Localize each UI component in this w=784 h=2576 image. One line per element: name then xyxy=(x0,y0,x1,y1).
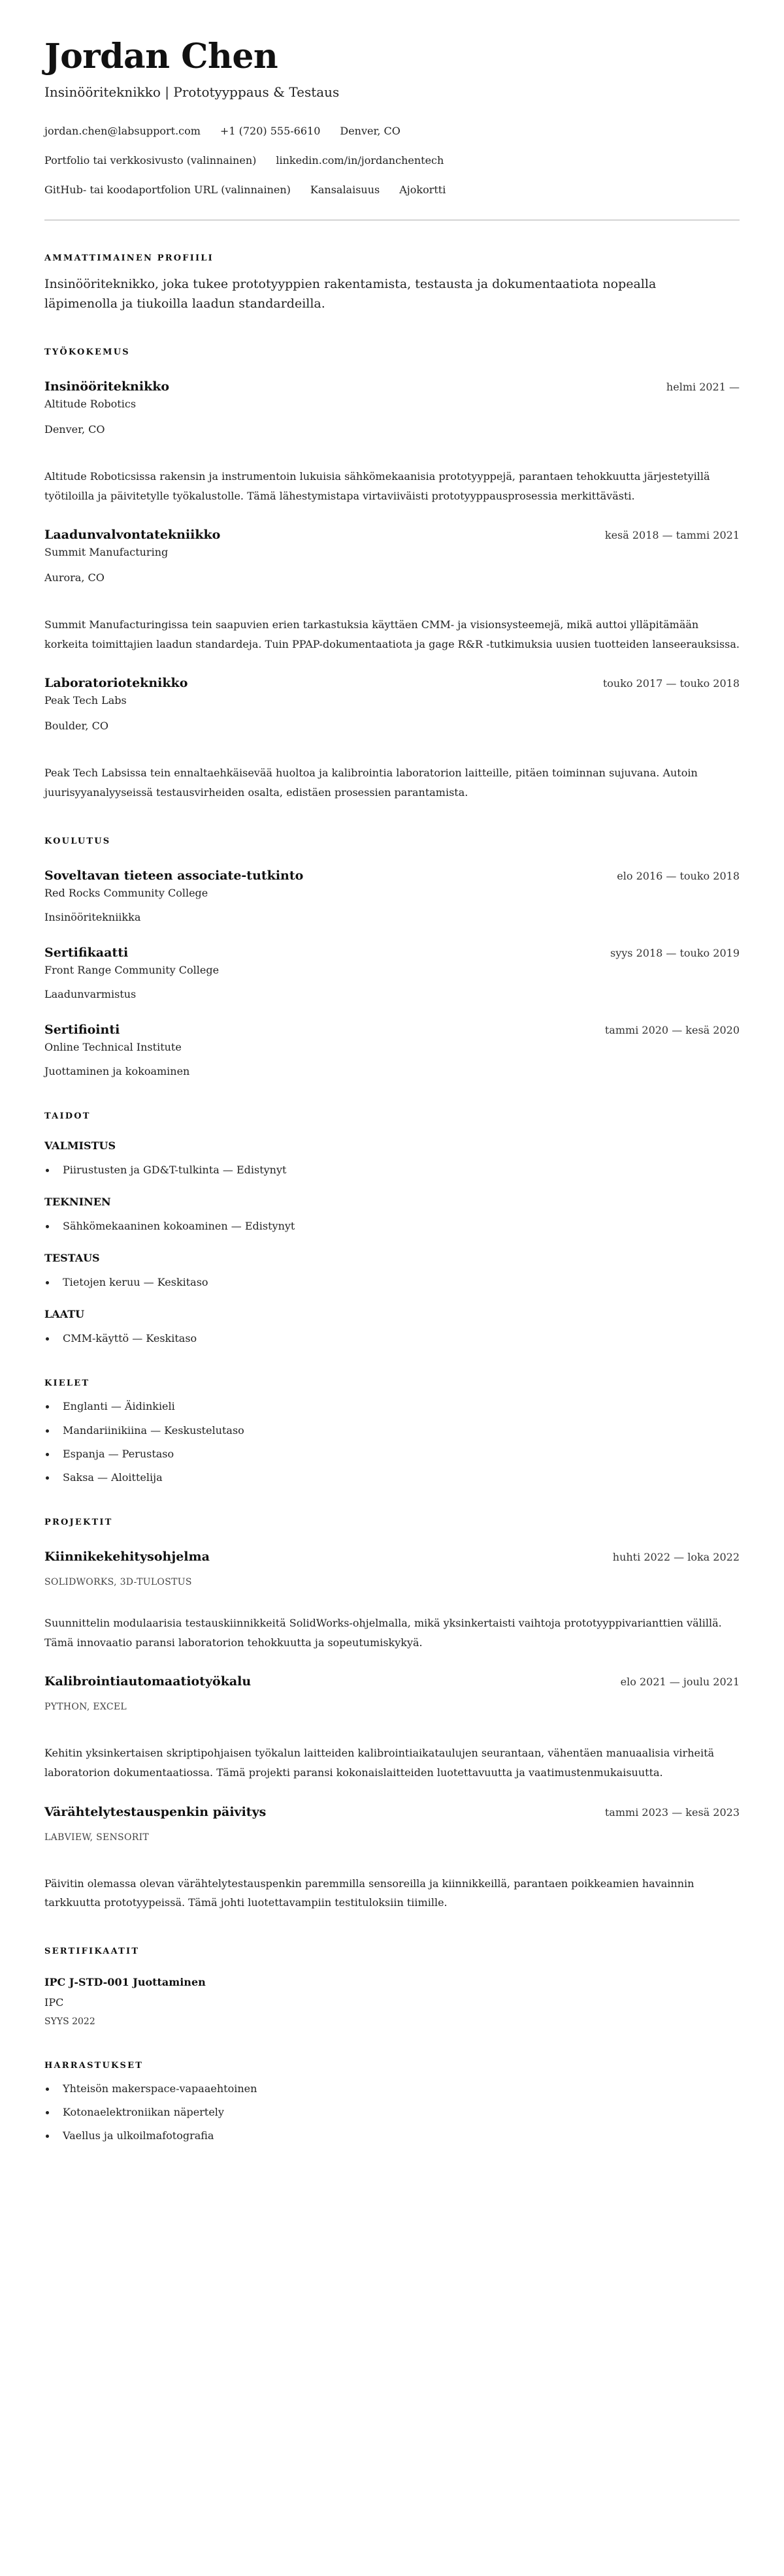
certification-entry xyxy=(44,1976,740,2027)
hobby-item: Kotonaelektroniikan näpertely xyxy=(44,2106,740,2118)
job-description: Altitude Roboticsissa rakensin ja instrumentoin lukuisia sähkömekaanisia prototyyppejä, parantaen tehokkuutta järjestetyillä työtiloilla ja päivitetylle työkalustolle. Tämä lähestymistapa virtaviiväisti prototyyppausprosessia merkittävästi. xyxy=(44,470,710,502)
language-list xyxy=(44,1400,740,1484)
skill-category-title: VALMISTUS xyxy=(44,1139,116,1152)
school-name: Online Technical Institute xyxy=(44,1040,182,1053)
skill-list xyxy=(44,1332,740,1344)
degree-title: Soveltavan tieteen associate-tutkinto xyxy=(44,868,304,883)
certifications-section xyxy=(44,1947,740,2027)
hobby-item: Vaellus ja ulkoilmafotografia xyxy=(44,2129,740,2142)
contact-linkedin[interactable]: linkedin.com/in/jordanchentech xyxy=(276,154,444,167)
skill-item: CMM-käyttö — Keskitaso xyxy=(44,1332,740,1344)
language-item: Englanti — Äidinkieli xyxy=(44,1400,740,1412)
school-name: Red Rocks Community College xyxy=(44,886,208,899)
project-tech-stack: LABVIEW, SENSORIT xyxy=(44,1832,150,1843)
job-location: Aurora, CO xyxy=(44,571,105,584)
language-item: Espanja — Perustaso xyxy=(44,1448,740,1460)
education-entry xyxy=(44,946,740,1000)
education-section xyxy=(44,836,740,1077)
skills-section xyxy=(44,1111,740,1345)
contact-email[interactable]: jordan.chen@labsupport.com xyxy=(44,125,201,138)
job-title: Laadunvalvontatekniikko xyxy=(44,528,221,543)
project-dates: tammi 2023 — kesä 2023 xyxy=(604,1805,740,1819)
job-description: Summit Manufacturingissa tein saapuvien erien tarkastuksia käyttäen CMM- ja visionsysteemejä, mikä auttoi ylläpitämään korkeita toimittajien laadun standardeja. Tuin PPAP-dokumentaatiota ja gage R&R -tutkimuksia uusien tuotteiden lanseerauksissa. xyxy=(44,618,740,650)
contact-row-primary xyxy=(44,125,740,137)
skill-list xyxy=(44,1164,740,1176)
project-entry xyxy=(44,1805,740,1913)
experience-entry xyxy=(44,528,740,654)
degree-title: Sertifikaatti xyxy=(44,945,129,960)
education-dates: tammi 2020 — kesä 2020 xyxy=(604,1023,740,1036)
skill-item: Sähkömekaaninen kokoaminen — Edistynyt xyxy=(44,1220,740,1232)
language-item: Saksa — Aloittelija xyxy=(44,1471,740,1484)
skill-list xyxy=(44,1220,740,1232)
project-dates: huhti 2022 — loka 2022 xyxy=(612,1551,740,1564)
hobbies-section xyxy=(44,2061,740,2142)
field-of-study: Insinööritekniikka xyxy=(44,910,141,923)
experience-entry xyxy=(44,676,740,802)
section-heading-profile: AMMATTIMAINEN PROFIILI xyxy=(44,253,214,264)
skill-category-title: TEKNINEN xyxy=(44,1195,111,1208)
project-tech-stack: SOLIDWORKS, 3D-TULOSTUS xyxy=(44,1577,192,1588)
education-dates: syys 2018 — touko 2019 xyxy=(610,946,740,959)
degree-title: Sertifiointi xyxy=(44,1022,120,1037)
hobby-list xyxy=(44,2082,740,2142)
section-heading-skills: TAIDOT xyxy=(44,1111,91,1121)
certification-issuer: IPC xyxy=(44,1996,64,2009)
education-entry xyxy=(44,1023,740,1077)
section-heading-languages: KIELET xyxy=(44,1378,90,1389)
language-item: Mandariinikiina — Keskustelutaso xyxy=(44,1424,740,1437)
profile-section xyxy=(44,253,740,313)
job-dates: touko 2017 — touko 2018 xyxy=(602,677,740,690)
project-title: Kalibrointiautomaatiotyökalu xyxy=(44,1674,252,1689)
header-divider xyxy=(44,219,740,221)
languages-section xyxy=(44,1378,740,1484)
skill-item: Tietojen keruu — Keskitaso xyxy=(44,1276,740,1288)
project-description: Suunnittelin modulaarisia testauskiinnikkeitä SolidWorks-ohjelmalla, mikä yksinkertaisti vaihtoja prototyyppivarianttien välillä. Tämä innovaatio paransi laboratorion tehokkuutta ja sopeutumiskykyä. xyxy=(44,1617,722,1649)
experience-section xyxy=(44,347,740,803)
job-company: Altitude Robotics xyxy=(44,398,137,411)
job-location: Boulder, CO xyxy=(44,720,108,733)
hobby-item: Yhteisön makerspace-vapaaehtoinen xyxy=(44,2082,740,2095)
certification-title: IPC J-STD-001 Juottaminen xyxy=(44,1975,206,1988)
contact-citizenship: Kansalaisuus xyxy=(310,183,380,197)
skill-category-title: TESTAUS xyxy=(44,1252,100,1264)
contact-drivers-license: Ajokortti xyxy=(399,183,446,197)
contact-row-links xyxy=(44,154,740,167)
skill-list xyxy=(44,1276,740,1288)
contact-row-extra xyxy=(44,183,740,196)
field-of-study: Juottaminen ja kokoaminen xyxy=(44,1064,190,1077)
job-location: Denver, CO xyxy=(44,423,105,436)
skill-item: Piirustusten ja GD&T-tulkinta — Edistynyt xyxy=(44,1164,740,1176)
profile-summary: Insinööriteknikko, joka tukee prototyyppien rakentamista, testausta ja dokumentaatiota nopealla läpimenolla ja tiukoilla laadun standardeilla. xyxy=(44,277,657,311)
education-entry xyxy=(44,868,740,923)
job-dates: helmi 2021 — xyxy=(666,381,740,394)
project-tech-stack: PYTHON, EXCEL xyxy=(44,1702,127,1713)
project-entry xyxy=(44,1674,740,1782)
job-company: Summit Manufacturing xyxy=(44,546,169,559)
experience-entry xyxy=(44,379,740,505)
job-dates: kesä 2018 — tammi 2021 xyxy=(604,529,740,542)
contact-github[interactable]: GitHub- tai koodaportfolion URL (valinnainen) xyxy=(44,183,291,197)
project-title: Kiinnikekehitysohjelma xyxy=(44,1550,210,1565)
projects-section xyxy=(44,1518,740,1913)
section-heading-certifications: SERTIFIKAATIT xyxy=(44,1946,140,1956)
job-description: Peak Tech Labsissa tein ennaltaehkäisevää huoltoa ja kalibrointia laboratorion laitteille, pitäen toiminnan sujuvana. Autoin juurisyyanalyyseissä testausvirheiden osalta, edistäen prosessien parantamista. xyxy=(44,767,698,799)
field-of-study: Laadunvarmistus xyxy=(44,987,137,1000)
section-heading-education: KOULUTUS xyxy=(44,836,111,846)
resume-header xyxy=(44,38,740,196)
skill-category-title: LAATU xyxy=(44,1308,85,1321)
project-title: Värähtelytestauspenkin päivitys xyxy=(44,1804,267,1819)
section-heading-hobbies: HARRASTUKSET xyxy=(44,2060,144,2071)
project-description: Päivitin olemassa olevan värähtelytestauspenkin paremmilla sensoreilla ja kiinnikkeillä, parantaen poikkeamien havainnin tarkkuutta prototyypeissä. Tämä johti luotettavampiin testituloksiin tiimille. xyxy=(44,1877,694,1909)
job-title: Laboratorioteknikko xyxy=(44,676,188,691)
contact-location: Denver, CO xyxy=(340,125,400,138)
candidate-name: Jordan Chen xyxy=(44,37,278,76)
project-entry xyxy=(44,1550,740,1652)
contact-portfolio[interactable]: Portfolio tai verkkosivusto (valinnainen) xyxy=(44,154,257,167)
project-dates: elo 2021 — joulu 2021 xyxy=(620,1676,740,1689)
candidate-headline: Insinööriteknikko | Prototyyppaus & Testaus xyxy=(44,84,340,101)
section-heading-experience: TYÖKOKEMUS xyxy=(44,347,130,358)
contact-phone[interactable]: +1 (720) 555-6610 xyxy=(220,125,321,138)
project-description: Kehitin yksinkertaisen skriptipohjaisen työkalun laitteiden kalibrointiaikataulujen seurantaan, vähentäen manuaalisia virheitä laboratorion dokumentaatiossa. Tämä projekti paransi kokonaislaitteiden luotettavuutta ja vaatimustenmukaisuutta. xyxy=(44,1747,715,1779)
certification-date: SYYS 2022 xyxy=(44,2016,95,2027)
job-company: Peak Tech Labs xyxy=(44,694,127,707)
education-dates: elo 2016 — touko 2018 xyxy=(617,869,740,882)
school-name: Front Range Community College xyxy=(44,963,220,976)
section-heading-projects: PROJEKTIT xyxy=(44,1518,113,1528)
job-title: Insinööriteknikko xyxy=(44,379,170,394)
